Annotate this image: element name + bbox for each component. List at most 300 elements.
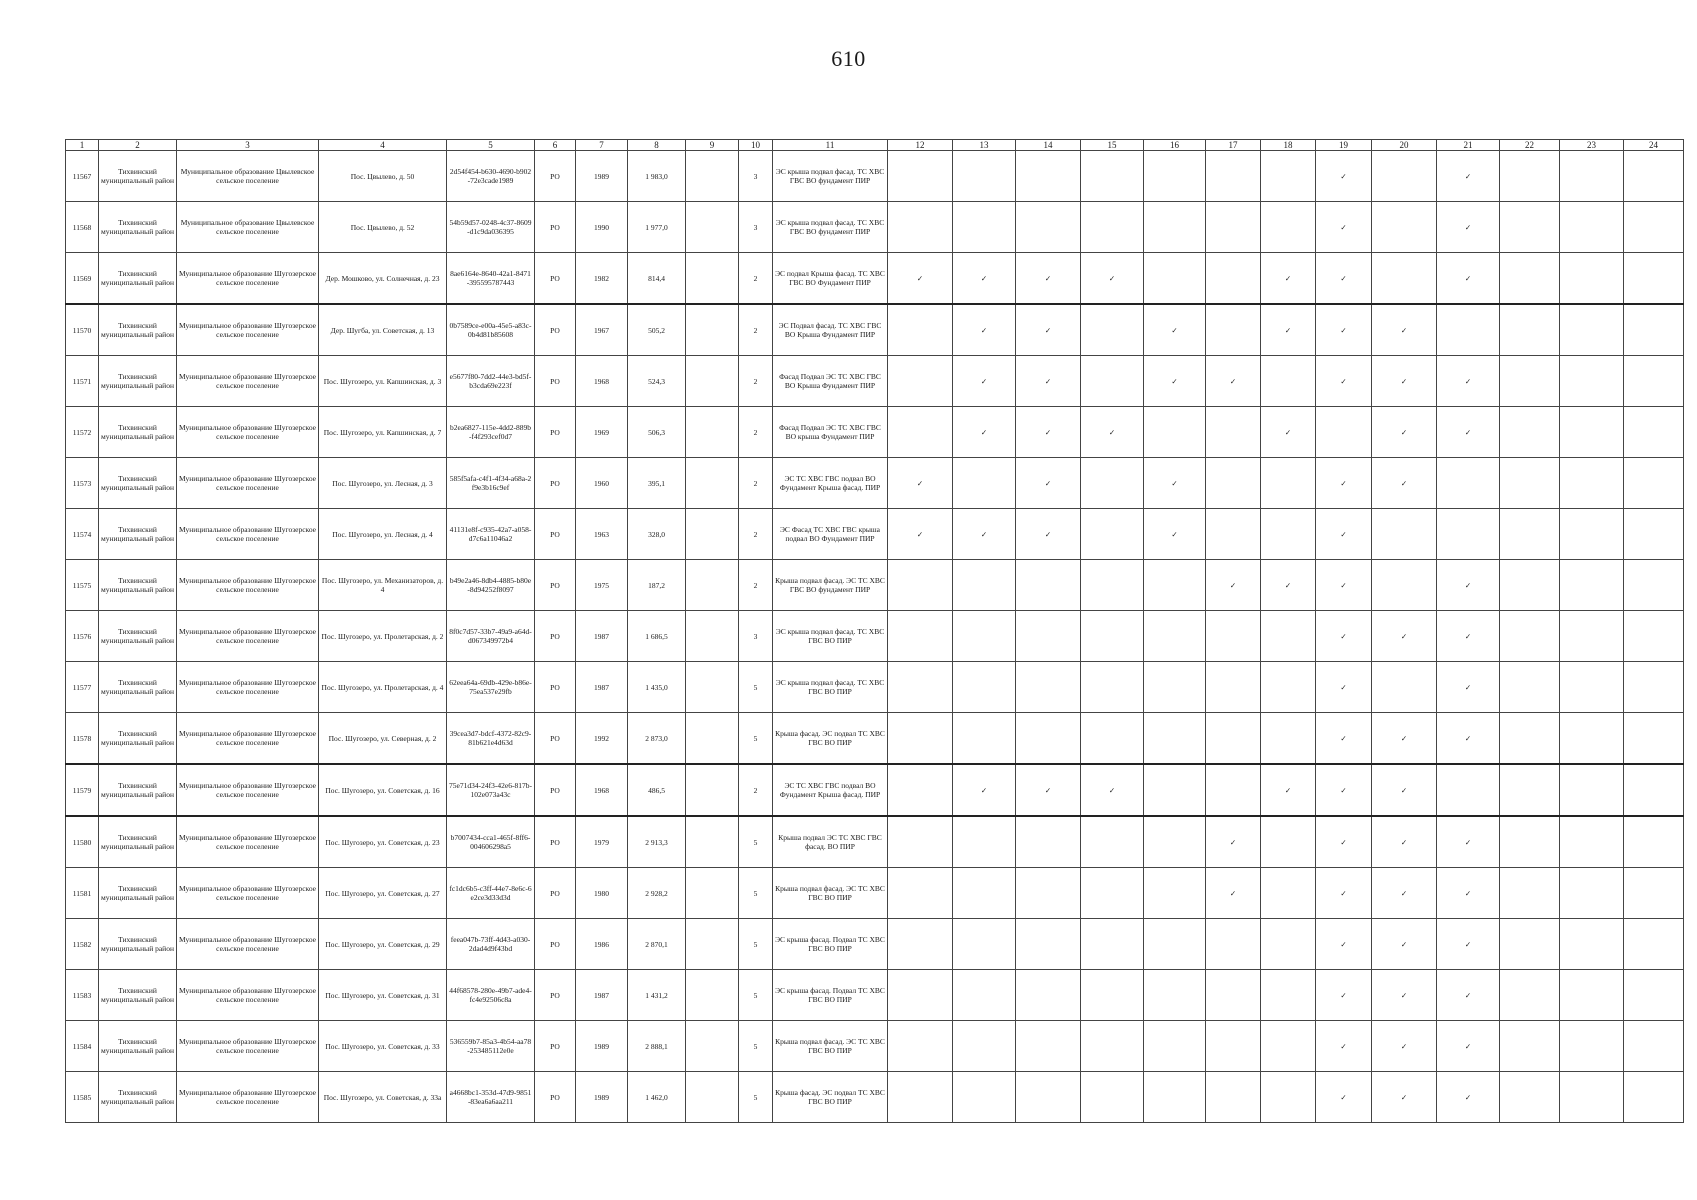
- cell-col-13: [953, 662, 1016, 713]
- cell-col-23: [1560, 202, 1624, 253]
- cell-area: 1 686,5: [628, 611, 686, 662]
- cell-col-13: [953, 764, 1016, 816]
- cell-c9: [686, 919, 739, 970]
- cell-area: 486,5: [628, 764, 686, 816]
- column-header-14: 14: [1016, 140, 1081, 151]
- cell-col-13: [953, 1072, 1016, 1123]
- cell-col-19: [1316, 919, 1372, 970]
- cell-hash: 39cea3d7-bdcf-4372-82c9-81b621e4d63d: [447, 713, 535, 765]
- cell-col-20: [1372, 202, 1437, 253]
- cell-col-16: [1144, 970, 1206, 1021]
- column-header-15: 15: [1081, 140, 1144, 151]
- cell-col-12: [888, 662, 953, 713]
- cell-col-24: [1624, 816, 1684, 868]
- cell-district: Тихвинский муниципальный район: [99, 253, 177, 305]
- cell-col-18: [1261, 1021, 1316, 1072]
- check-mark-icon: ✓: [1464, 222, 1472, 232]
- cell-address: Пос. Шугозеро, ул. Советская, д. 33: [319, 1021, 447, 1072]
- cell-municipality: Муниципальное образование Шугозерское сельское поселение: [177, 764, 319, 816]
- cell-col-22: [1500, 560, 1560, 611]
- cell-district: Тихвинский муниципальный район: [99, 304, 177, 356]
- cell-year: 1987: [576, 662, 628, 713]
- cell-col-19: [1316, 816, 1372, 868]
- cell-col-23: [1560, 253, 1624, 305]
- table-row: [66, 407, 1684, 458]
- column-header-2: 2: [99, 140, 177, 151]
- cell-municipality: Муниципальное образование Шугозерское сельское поселение: [177, 253, 319, 305]
- table-row: [66, 458, 1684, 509]
- cell-c10: 2: [739, 560, 773, 611]
- cell-district: Тихвинский муниципальный район: [99, 662, 177, 713]
- cell-col-24: [1624, 458, 1684, 509]
- cell-col-15: [1081, 970, 1144, 1021]
- check-mark-icon: ✓: [1464, 376, 1472, 386]
- cell-id: 11570: [66, 304, 99, 356]
- table-row: [66, 611, 1684, 662]
- check-mark-icon: ✓: [1340, 171, 1347, 181]
- cell-col-19: [1316, 509, 1372, 560]
- cell-year: 1968: [576, 764, 628, 816]
- cell-col-14: [1016, 662, 1081, 713]
- cell-col-22: [1500, 764, 1560, 816]
- cell-year: 1969: [576, 407, 628, 458]
- cell-col-21: [1437, 407, 1500, 458]
- cell-col-22: [1500, 611, 1560, 662]
- cell-col-19: [1316, 253, 1372, 305]
- table-row: [66, 662, 1684, 713]
- cell-c9: [686, 407, 739, 458]
- cell-col-17: [1206, 202, 1261, 253]
- cell-col-16: [1144, 151, 1206, 202]
- cell-address: Пос. Шугозеро, ул. Капшинская, д. 3: [319, 356, 447, 407]
- check-mark-icon: ✓: [1340, 1041, 1347, 1051]
- cell-col-23: [1560, 304, 1624, 356]
- cell-col-13: [953, 611, 1016, 662]
- cell-address: Дер. Шугба, ул. Советская, д. 13: [319, 304, 447, 356]
- check-mark-icon: ✓: [1464, 837, 1472, 847]
- cell-col-22: [1500, 919, 1560, 970]
- cell-col-14: [1016, 764, 1081, 816]
- check-mark-icon: ✓: [1284, 427, 1292, 437]
- cell-id: 11572: [66, 407, 99, 458]
- cell-col-20: [1372, 509, 1437, 560]
- cell-year: 1989: [576, 151, 628, 202]
- check-mark-icon: ✓: [1340, 837, 1347, 847]
- cell-col-22: [1500, 1072, 1560, 1123]
- column-header-16: 16: [1144, 140, 1206, 151]
- cell-col-16: [1144, 713, 1206, 765]
- cell-col-14: [1016, 713, 1081, 765]
- check-mark-icon: ✓: [1340, 222, 1347, 232]
- cell-col-23: [1560, 151, 1624, 202]
- check-mark-icon: ✓: [1340, 580, 1347, 590]
- cell-col-22: [1500, 304, 1560, 356]
- cell-col-21: [1437, 970, 1500, 1021]
- cell-district: Тихвинский муниципальный район: [99, 816, 177, 868]
- table-row: [66, 970, 1684, 1021]
- cell-year: 1987: [576, 970, 628, 1021]
- cell-col-21: [1437, 816, 1500, 868]
- cell-col-17: [1206, 458, 1261, 509]
- cell-hash: e5677f80-7dd2-44e3-bd5f-b3cda69e223f: [447, 356, 535, 407]
- cell-area: 2 928,2: [628, 868, 686, 919]
- table-row: [66, 713, 1684, 765]
- cell-id: 11568: [66, 202, 99, 253]
- cell-col-20: [1372, 560, 1437, 611]
- check-mark-icon: ✓: [1464, 580, 1472, 590]
- cell-col-20: [1372, 764, 1437, 816]
- cell-c10: 2: [739, 407, 773, 458]
- cell-hash: 75e71d34-24f3-42e6-817b-102e073a43c: [447, 764, 535, 816]
- cell-address: Пос. Цвылево, д. 52: [319, 202, 447, 253]
- cell-col-17: [1206, 970, 1261, 1021]
- cell-col-24: [1624, 611, 1684, 662]
- cell-col-24: [1624, 1021, 1684, 1072]
- cell-year: 1980: [576, 868, 628, 919]
- cell-district: Тихвинский муниципальный район: [99, 1021, 177, 1072]
- cell-col-14: [1016, 458, 1081, 509]
- cell-id: 11584: [66, 1021, 99, 1072]
- cell-col-23: [1560, 407, 1624, 458]
- cell-c10: 2: [739, 458, 773, 509]
- cell-col-24: [1624, 151, 1684, 202]
- check-mark-icon: ✓: [1464, 631, 1472, 641]
- cell-col-24: [1624, 560, 1684, 611]
- cell-col-17: [1206, 509, 1261, 560]
- cell-c9: [686, 458, 739, 509]
- cell-c10: 5: [739, 816, 773, 868]
- column-header-21: 21: [1437, 140, 1500, 151]
- cell-col-18: [1261, 509, 1316, 560]
- cell-area: 505,2: [628, 304, 686, 356]
- cell-c9: [686, 1072, 739, 1123]
- cell-works: Крыша подвал фасад. ЭС ТС ХВС ГВС ВО фундамент ПИР: [773, 560, 888, 611]
- cell-col-19: [1316, 560, 1372, 611]
- cell-col-24: [1624, 970, 1684, 1021]
- cell-col-13: [953, 816, 1016, 868]
- cell-municipality: Муниципальное образование Шугозерское сельское поселение: [177, 509, 319, 560]
- cell-col-16: [1144, 407, 1206, 458]
- cell-col-23: [1560, 611, 1624, 662]
- cell-col-12: [888, 356, 953, 407]
- cell-c9: [686, 1021, 739, 1072]
- cell-area: 1 983,0: [628, 151, 686, 202]
- column-header-19: 19: [1316, 140, 1372, 151]
- cell-id: 11576: [66, 611, 99, 662]
- cell-year: 1992: [576, 713, 628, 765]
- cell-hash: 41131e8f-c935-42a7-a058-d7c6a11046a2: [447, 509, 535, 560]
- cell-col-24: [1624, 304, 1684, 356]
- check-mark-icon: ✓: [916, 529, 924, 539]
- cell-col-21: [1437, 509, 1500, 560]
- cell-municipality: Муниципальное образование Шугозерское сельское поселение: [177, 919, 319, 970]
- check-mark-icon: ✓: [980, 376, 988, 386]
- check-mark-icon: ✓: [1400, 785, 1408, 795]
- cell-hash: 585f5afa-c4f1-4f34-a68a-2f9e3b16c9ef: [447, 458, 535, 509]
- cell-col-21: [1437, 868, 1500, 919]
- cell-col-20: [1372, 816, 1437, 868]
- cell-col-13: [953, 970, 1016, 1021]
- cell-district: Тихвинский муниципальный район: [99, 509, 177, 560]
- cell-col-14: [1016, 356, 1081, 407]
- cell-municipality: Муниципальное образование Цвылевское сельское поселение: [177, 151, 319, 202]
- cell-col-17: [1206, 919, 1261, 970]
- cell-col-17: [1206, 407, 1261, 458]
- cell-col-17: [1206, 611, 1261, 662]
- cell-col-14: [1016, 560, 1081, 611]
- cell-year: 1989: [576, 1072, 628, 1123]
- cell-c10: 2: [739, 356, 773, 407]
- cell-municipality: Муниципальное образование Шугозерское сельское поселение: [177, 868, 319, 919]
- cell-col-22: [1500, 151, 1560, 202]
- cell-col-18: [1261, 151, 1316, 202]
- cell-col-16: [1144, 458, 1206, 509]
- cell-col-15: [1081, 816, 1144, 868]
- table-row: [66, 304, 1684, 356]
- cell-works: ЭС ТС ХВС ГВС подвал ВО Фундамент Крыша фасад. ПИР: [773, 458, 888, 509]
- cell-area: 1 431,2: [628, 970, 686, 1021]
- cell-col-18: [1261, 611, 1316, 662]
- cell-col-24: [1624, 868, 1684, 919]
- cell-works: Крыша фасад. ЭС подвал ТС ХВС ГВС ВО ПИР: [773, 713, 888, 765]
- cell-hash: 8ae6164e-8640-42a1-8471-395595787443: [447, 253, 535, 305]
- cell-col-20: [1372, 1072, 1437, 1123]
- cell-owner: РО: [535, 356, 576, 407]
- cell-district: Тихвинский муниципальный район: [99, 202, 177, 253]
- cell-col-24: [1624, 356, 1684, 407]
- cell-address: Пос. Шугозеро, ул. Советская, д. 29: [319, 919, 447, 970]
- cell-district: Тихвинский муниципальный район: [99, 868, 177, 919]
- cell-id: 11578: [66, 713, 99, 765]
- cell-col-19: [1316, 970, 1372, 1021]
- cell-col-17: [1206, 151, 1261, 202]
- cell-year: 1975: [576, 560, 628, 611]
- cell-col-13: [953, 919, 1016, 970]
- cell-area: 524,3: [628, 356, 686, 407]
- cell-hash: b7007434-cca1-465f-8ff6-004606298a5: [447, 816, 535, 868]
- check-mark-icon: ✓: [1171, 478, 1178, 488]
- check-mark-icon: ✓: [1044, 376, 1052, 386]
- cell-col-22: [1500, 458, 1560, 509]
- check-mark-icon: ✓: [1284, 580, 1292, 590]
- cell-col-12: [888, 560, 953, 611]
- cell-c9: [686, 560, 739, 611]
- cell-c9: [686, 202, 739, 253]
- cell-col-20: [1372, 151, 1437, 202]
- table-row: [66, 560, 1684, 611]
- cell-hash: a4668bc1-353d-47d9-9851-83ea6a6aa211: [447, 1072, 535, 1123]
- cell-owner: РО: [535, 151, 576, 202]
- cell-works: Крыша подвал фасад. ЭС ТС ХВС ГВС ВО ПИР: [773, 1021, 888, 1072]
- cell-address: Пос. Шугозеро, ул. Лесная, д. 4: [319, 509, 447, 560]
- cell-col-24: [1624, 407, 1684, 458]
- check-mark-icon: ✓: [980, 273, 988, 283]
- cell-hash: feea047b-73ff-4d43-a030-2dad4d9f43bd: [447, 919, 535, 970]
- table-row: [66, 868, 1684, 919]
- check-mark-icon: ✓: [1284, 273, 1292, 283]
- cell-col-24: [1624, 202, 1684, 253]
- check-mark-icon: ✓: [1400, 478, 1408, 488]
- cell-col-12: [888, 202, 953, 253]
- check-mark-icon: ✓: [1340, 325, 1347, 335]
- check-mark-icon: ✓: [1464, 733, 1472, 743]
- cell-c10: 3: [739, 202, 773, 253]
- cell-works: ЭС ТС ХВС ГВС подвал ВО Фундамент Крыша фасад. ПИР: [773, 764, 888, 816]
- cell-works: Крыша подвал фасад. ЭС ТС ХВС ГВС ВО ПИР: [773, 868, 888, 919]
- cell-col-14: [1016, 868, 1081, 919]
- cell-municipality: Муниципальное образование Шугозерское сельское поселение: [177, 407, 319, 458]
- cell-col-24: [1624, 919, 1684, 970]
- cell-col-17: [1206, 764, 1261, 816]
- cell-col-18: [1261, 304, 1316, 356]
- cell-col-16: [1144, 1072, 1206, 1123]
- check-mark-icon: ✓: [1400, 837, 1408, 847]
- cell-col-21: [1437, 919, 1500, 970]
- cell-address: Пос. Шугозеро, ул. Советская, д. 16: [319, 764, 447, 816]
- cell-c10: 2: [739, 764, 773, 816]
- column-header-23: 23: [1560, 140, 1624, 151]
- cell-year: 1987: [576, 611, 628, 662]
- table-row: [66, 1021, 1684, 1072]
- cell-col-12: [888, 1021, 953, 1072]
- cell-col-20: [1372, 713, 1437, 765]
- check-mark-icon: ✓: [1400, 325, 1408, 335]
- column-header-11: 11: [773, 140, 888, 151]
- cell-col-18: [1261, 202, 1316, 253]
- cell-owner: РО: [535, 868, 576, 919]
- cell-col-19: [1316, 202, 1372, 253]
- cell-col-20: [1372, 356, 1437, 407]
- cell-owner: РО: [535, 458, 576, 509]
- cell-year: 1963: [576, 509, 628, 560]
- check-mark-icon: ✓: [1044, 427, 1052, 437]
- check-mark-icon: ✓: [1464, 1092, 1472, 1102]
- cell-col-20: [1372, 458, 1437, 509]
- cell-col-13: [953, 458, 1016, 509]
- cell-col-22: [1500, 713, 1560, 765]
- cell-col-18: [1261, 764, 1316, 816]
- cell-col-21: [1437, 662, 1500, 713]
- cell-district: Тихвинский муниципальный район: [99, 919, 177, 970]
- cell-col-16: [1144, 662, 1206, 713]
- cell-col-23: [1560, 560, 1624, 611]
- table-row: [66, 816, 1684, 868]
- cell-c9: [686, 816, 739, 868]
- cell-id: 11575: [66, 560, 99, 611]
- cell-owner: РО: [535, 253, 576, 305]
- cell-district: Тихвинский муниципальный район: [99, 611, 177, 662]
- cell-col-22: [1500, 356, 1560, 407]
- column-header-12: 12: [888, 140, 953, 151]
- cell-col-15: [1081, 1021, 1144, 1072]
- cell-works: ЭС крыша подвал фасад. ТС ХВС ГВС ВО ПИР: [773, 662, 888, 713]
- cell-col-13: [953, 202, 1016, 253]
- check-mark-icon: ✓: [1044, 529, 1052, 539]
- cell-c10: 3: [739, 611, 773, 662]
- cell-id: 11580: [66, 816, 99, 868]
- cell-district: Тихвинский муниципальный район: [99, 970, 177, 1021]
- cell-col-23: [1560, 764, 1624, 816]
- cell-col-21: [1437, 151, 1500, 202]
- cell-col-16: [1144, 356, 1206, 407]
- cell-col-14: [1016, 151, 1081, 202]
- cell-c9: [686, 151, 739, 202]
- cell-col-20: [1372, 662, 1437, 713]
- cell-col-14: [1016, 611, 1081, 662]
- check-mark-icon: ✓: [1044, 478, 1052, 488]
- cell-c10: 5: [739, 1072, 773, 1123]
- cell-col-23: [1560, 1021, 1624, 1072]
- cell-col-12: [888, 1072, 953, 1123]
- column-header-17: 17: [1206, 140, 1261, 151]
- cell-col-13: [953, 1021, 1016, 1072]
- cell-hash: 54b59d57-0248-4c37-8609-d1c9da036395: [447, 202, 535, 253]
- cell-district: Тихвинский муниципальный район: [99, 560, 177, 611]
- cell-col-20: [1372, 407, 1437, 458]
- cell-district: Тихвинский муниципальный район: [99, 458, 177, 509]
- cell-col-24: [1624, 713, 1684, 765]
- table-row: [66, 151, 1684, 202]
- cell-col-15: [1081, 919, 1144, 970]
- cell-c9: [686, 868, 739, 919]
- check-mark-icon: ✓: [1340, 990, 1347, 1000]
- cell-area: 2 873,0: [628, 713, 686, 765]
- cell-year: 1960: [576, 458, 628, 509]
- check-mark-icon: ✓: [1108, 427, 1116, 437]
- check-mark-icon: ✓: [1464, 990, 1472, 1000]
- cell-col-13: [953, 151, 1016, 202]
- cell-c10: 5: [739, 868, 773, 919]
- cell-c9: [686, 304, 739, 356]
- check-mark-icon: ✓: [1464, 427, 1472, 437]
- cell-address: Пос. Цвылево, д. 50: [319, 151, 447, 202]
- cell-col-15: [1081, 1072, 1144, 1123]
- cell-c10: 5: [739, 1021, 773, 1072]
- cell-c9: [686, 713, 739, 765]
- check-mark-icon: ✓: [916, 273, 924, 283]
- cell-area: 328,0: [628, 509, 686, 560]
- cell-col-15: [1081, 151, 1144, 202]
- cell-col-21: [1437, 560, 1500, 611]
- cell-col-23: [1560, 919, 1624, 970]
- check-mark-icon: ✓: [1400, 631, 1408, 641]
- cell-address: Пос. Шугозеро, ул. Пролетарская, д. 4: [319, 662, 447, 713]
- column-header-10: 10: [739, 140, 773, 151]
- check-mark-icon: ✓: [980, 427, 988, 437]
- cell-district: Тихвинский муниципальный район: [99, 151, 177, 202]
- cell-id: 11573: [66, 458, 99, 509]
- cell-col-12: [888, 816, 953, 868]
- cell-municipality: Муниципальное образование Шугозерское сельское поселение: [177, 662, 319, 713]
- cell-col-23: [1560, 509, 1624, 560]
- check-mark-icon: ✓: [1284, 325, 1292, 335]
- cell-area: 395,1: [628, 458, 686, 509]
- check-mark-icon: ✓: [1044, 273, 1052, 283]
- cell-year: 1967: [576, 304, 628, 356]
- check-mark-icon: ✓: [1464, 273, 1472, 283]
- cell-year: 1986: [576, 919, 628, 970]
- cell-hash: 2d54f454-b630-4690-b902-72e3cade1989: [447, 151, 535, 202]
- check-mark-icon: ✓: [1400, 1092, 1408, 1102]
- page-number: 610: [831, 46, 866, 71]
- cell-col-15: [1081, 458, 1144, 509]
- cell-owner: РО: [535, 713, 576, 765]
- cell-c9: [686, 509, 739, 560]
- check-mark-icon: ✓: [1340, 939, 1347, 949]
- cell-municipality: Муниципальное образование Шугозерское сельское поселение: [177, 458, 319, 509]
- cell-col-22: [1500, 970, 1560, 1021]
- column-header-8: 8: [628, 140, 686, 151]
